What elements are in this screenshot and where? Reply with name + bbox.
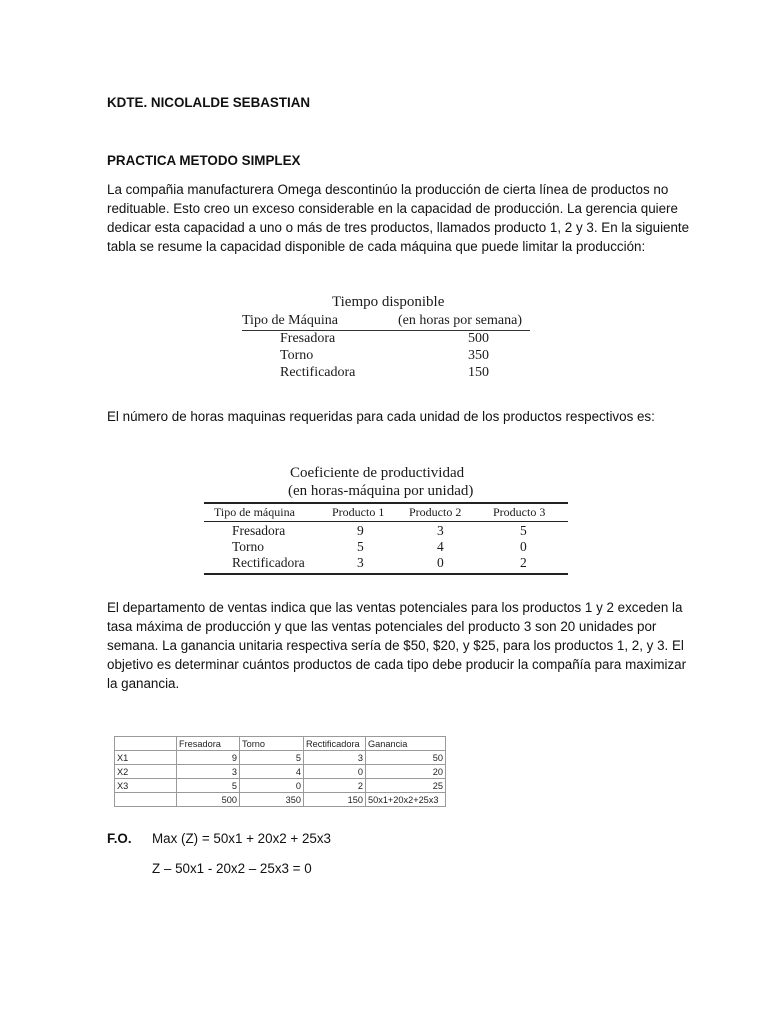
capacity-row-value: 500 (468, 331, 489, 346)
capacity-row-name: Torno (280, 348, 314, 363)
grid-cell: 3 (177, 765, 240, 779)
grid-header-cell: Rectificadora (304, 737, 366, 751)
fo-label: F.O. (107, 831, 132, 846)
grid-row (115, 779, 446, 793)
intro-line: La compañia manufacturera Omega descontinúo la producción de cierta línea de productos no (107, 182, 669, 197)
productivity-title: Coeficiente de productividad (290, 465, 465, 481)
sales-line: semana. La ganancia unitaria respectiva sería de $50, $20, y $25, para los productos 1, 2, y 3. El (107, 638, 684, 653)
sales-line: la ganancia. (107, 676, 180, 691)
grid-total-row (115, 793, 446, 807)
grid-row-label: X1 (115, 751, 177, 765)
productivity-cell: 2 (520, 555, 527, 570)
intro-line: dedicar esta capacidad a uno o más de tres productos, llamados producto 1, 2 y 3. En la siguiente (107, 220, 690, 235)
grid-row-label: X2 (115, 765, 177, 779)
productivity-cell: 9 (357, 523, 364, 538)
productivity-header: Producto 1 (332, 505, 385, 519)
productivity-cell: 3 (437, 523, 444, 538)
grid-cell: 4 (240, 765, 304, 779)
sales-line: El departamento de ventas indica que las ventas potenciales para los productos 1 y 2 exceden la (107, 600, 683, 615)
productivity-header-rule (204, 521, 568, 522)
productivity-row-name: Fresadora (232, 523, 286, 538)
grid-header-cell: Ganancia (366, 737, 446, 751)
author-name: KDTE. NICOLALDE SEBASTIAN (107, 95, 311, 110)
productivity-header: Tipo de máquina (214, 505, 295, 519)
grid-cell: 2 (304, 779, 366, 793)
capacity-table-heading: Tiempo disponible (332, 294, 445, 310)
grid-cell: 5 (177, 779, 240, 793)
capacity-col-machine: Tipo de Máquina (242, 313, 338, 328)
grid-cell: 500 (177, 793, 240, 807)
hours-sentence: El número de horas maquinas requeridas para cada unidad de los productos respectivos es: (107, 409, 655, 424)
grid-cell: 150 (304, 793, 366, 807)
grid-cell: 20 (366, 765, 446, 779)
productivity-row-name: Rectificadora (232, 555, 305, 570)
sales-paragraph (107, 598, 687, 693)
grid-header-cell: Torno (240, 737, 304, 751)
grid-cell: 50x1+20x2+25x3 (366, 793, 446, 807)
productivity-table (204, 465, 568, 575)
sales-line: tasa máxima de producción y que las ventas potenciales del producto 3 son 20 unidades por (107, 619, 657, 634)
grid-cell: 25 (366, 779, 446, 793)
productivity-cell: 4 (437, 539, 444, 554)
grid-cell: 50 (366, 751, 446, 765)
productivity-cell: 5 (357, 539, 364, 554)
capacity-row-name: Rectificadora (280, 365, 356, 380)
productivity-cell: 0 (520, 539, 527, 554)
sales-line: objetivo es determinar cuántos productos de cada tipo debe producir la compañía para maximizar (107, 657, 687, 672)
grid-header-row (115, 737, 446, 751)
objective-equation: Z – 50x1 - 20x2 – 25x3 = 0 (152, 861, 312, 876)
productivity-header: Producto 3 (493, 505, 546, 519)
capacity-table (240, 294, 540, 384)
capacity-col-hours: (en horas por semana) (398, 313, 523, 328)
productivity-top-rule (204, 502, 568, 504)
productivity-cell: 5 (520, 523, 527, 538)
productivity-header: Producto 2 (409, 505, 462, 519)
intro-line: tabla se resume la capacidad disponible de cada máquina que puede limitar la producción: (107, 239, 646, 254)
capacity-row-name: Fresadora (280, 331, 336, 346)
grid-cell: 0 (304, 765, 366, 779)
simplex-grid (114, 736, 446, 807)
document-title: PRACTICA METODO SIMPLEX (107, 153, 301, 168)
objective-function: Max (Z) = 50x1 + 20x2 + 25x3 (152, 831, 332, 846)
productivity-bottom-rule (204, 573, 568, 575)
grid-row (115, 765, 446, 779)
intro-paragraph (107, 180, 690, 256)
grid-header-cell (115, 737, 177, 751)
grid-cell: 0 (240, 779, 304, 793)
productivity-cell: 3 (357, 555, 364, 570)
grid-header-cell: Fresadora (177, 737, 240, 751)
productivity-cell: 0 (437, 555, 444, 570)
grid-row (115, 751, 446, 765)
productivity-row-name: Torno (232, 539, 265, 554)
grid-row-label (115, 793, 177, 807)
grid-cell: 3 (304, 751, 366, 765)
grid-row-label: X3 (115, 779, 177, 793)
grid-cell: 9 (177, 751, 240, 765)
capacity-row-value: 150 (468, 365, 489, 380)
productivity-subtitle: (en horas-máquina por unidad) (288, 483, 474, 499)
grid-cell: 5 (240, 751, 304, 765)
capacity-row-value: 350 (468, 348, 489, 363)
grid-cell: 350 (240, 793, 304, 807)
intro-line: redituable. Esto creo un exceso considerable en la capacidad de producción. La gerencia quiere (107, 201, 678, 216)
